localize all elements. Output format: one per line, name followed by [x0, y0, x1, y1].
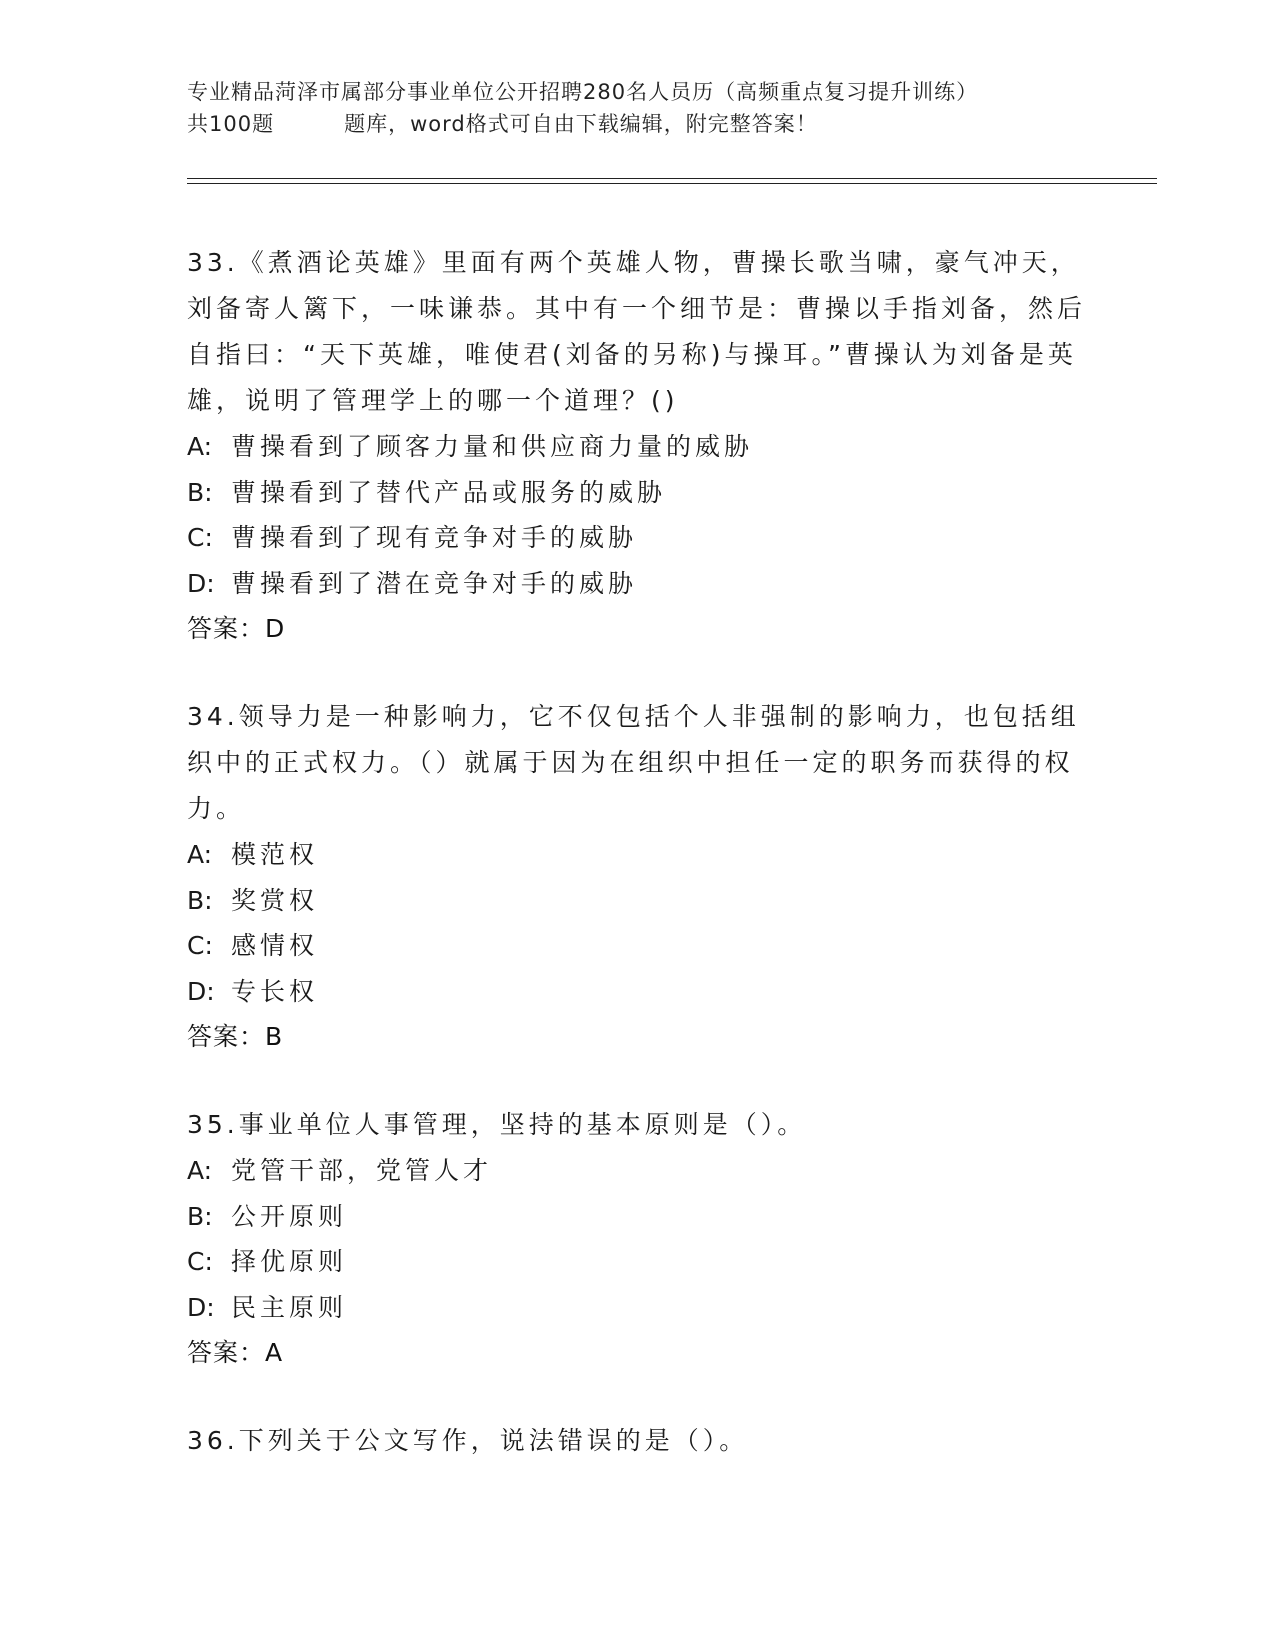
option-b [187, 878, 1087, 924]
question-stem: 35.事业单位人事管理，坚持的基本原则是（）。 [187, 1110, 807, 1139]
option-b [187, 470, 1087, 516]
option-a [187, 424, 1087, 470]
document-header [187, 76, 1087, 140]
question-33 [187, 240, 1087, 652]
option-letter: C: [187, 931, 213, 960]
option-b [187, 1194, 1087, 1240]
option-text: 民主原则 [231, 1292, 348, 1322]
option-letter: A: [187, 432, 213, 461]
option-letter: D: [187, 568, 215, 598]
option-d [187, 969, 1087, 1015]
option-c [187, 515, 1087, 561]
option-text: 专长权 [231, 976, 319, 1006]
option-text: 党管干部，党管人才 [231, 1156, 493, 1185]
header-divider-bottom [187, 183, 1157, 184]
answer-line: 答案：B [187, 1022, 284, 1051]
option-letter: A: [187, 1156, 213, 1185]
option-d [187, 1285, 1087, 1331]
header-subtitle-line [187, 108, 1087, 140]
answer-line: 答案：D [187, 614, 286, 643]
option-d [187, 561, 1087, 607]
option-text: 模范权 [231, 840, 319, 869]
option-letter: D: [187, 1292, 215, 1322]
option-letter: C: [187, 1247, 213, 1276]
option-text: 奖赏权 [231, 885, 319, 915]
header-format-note: 题库，word格式可自由下载编辑，附完整答案！ [344, 112, 818, 136]
header-title-line: 专业精品菏泽市属部分事业单位公开招聘280名人员历（高频重点复习提升训练） [187, 80, 979, 104]
option-letter: A: [187, 840, 213, 869]
question-35 [187, 1102, 1087, 1376]
option-letter: D: [187, 976, 215, 1006]
header-question-count: 共100题 [187, 112, 275, 136]
option-letter: B: [187, 885, 213, 915]
option-a [187, 1148, 1087, 1194]
question-list [187, 240, 1087, 1506]
question-36 [187, 1418, 1087, 1464]
question-34 [187, 694, 1087, 1060]
header-divider-top [187, 178, 1157, 179]
question-stem: 34.领导力是一种影响力，它不仅包括个人非强制的影响力，也包括组织中的正式权力。（）就属于因为在组织中担任一定的职务而获得的权力。 [187, 702, 1080, 823]
option-c [187, 1239, 1087, 1285]
option-c [187, 923, 1087, 969]
question-stem: 33.《煮酒论英雄》里面有两个英雄人物，曹操长歌当啸，豪气冲天，刘备寄人篱下，一味谦恭。其中有一个细节是：曹操以手指刘备，然后自指曰：“天下英雄，唯使君(刘备的另称)与操耳。”曹操认为刘备是英雄，说明了管理学上的哪一个道理？() [187, 248, 1087, 415]
answer-line: 答案：A [187, 1338, 284, 1367]
option-text: 公开原则 [231, 1201, 348, 1231]
option-letter: C: [187, 523, 213, 552]
option-text: 择优原则 [231, 1247, 348, 1276]
question-stem: 36.下列关于公文写作，说法错误的是（）。 [187, 1426, 749, 1455]
option-text: 感情权 [231, 931, 319, 960]
option-text: 曹操看到了潜在竞争对手的威胁 [231, 568, 638, 598]
option-letter: B: [187, 477, 213, 507]
option-text: 曹操看到了顾客力量和供应商力量的威胁 [231, 432, 754, 461]
option-letter: B: [187, 1201, 213, 1231]
option-a [187, 832, 1087, 878]
option-text: 曹操看到了替代产品或服务的威胁 [231, 477, 667, 507]
option-text: 曹操看到了现有竞争对手的威胁 [231, 523, 638, 552]
